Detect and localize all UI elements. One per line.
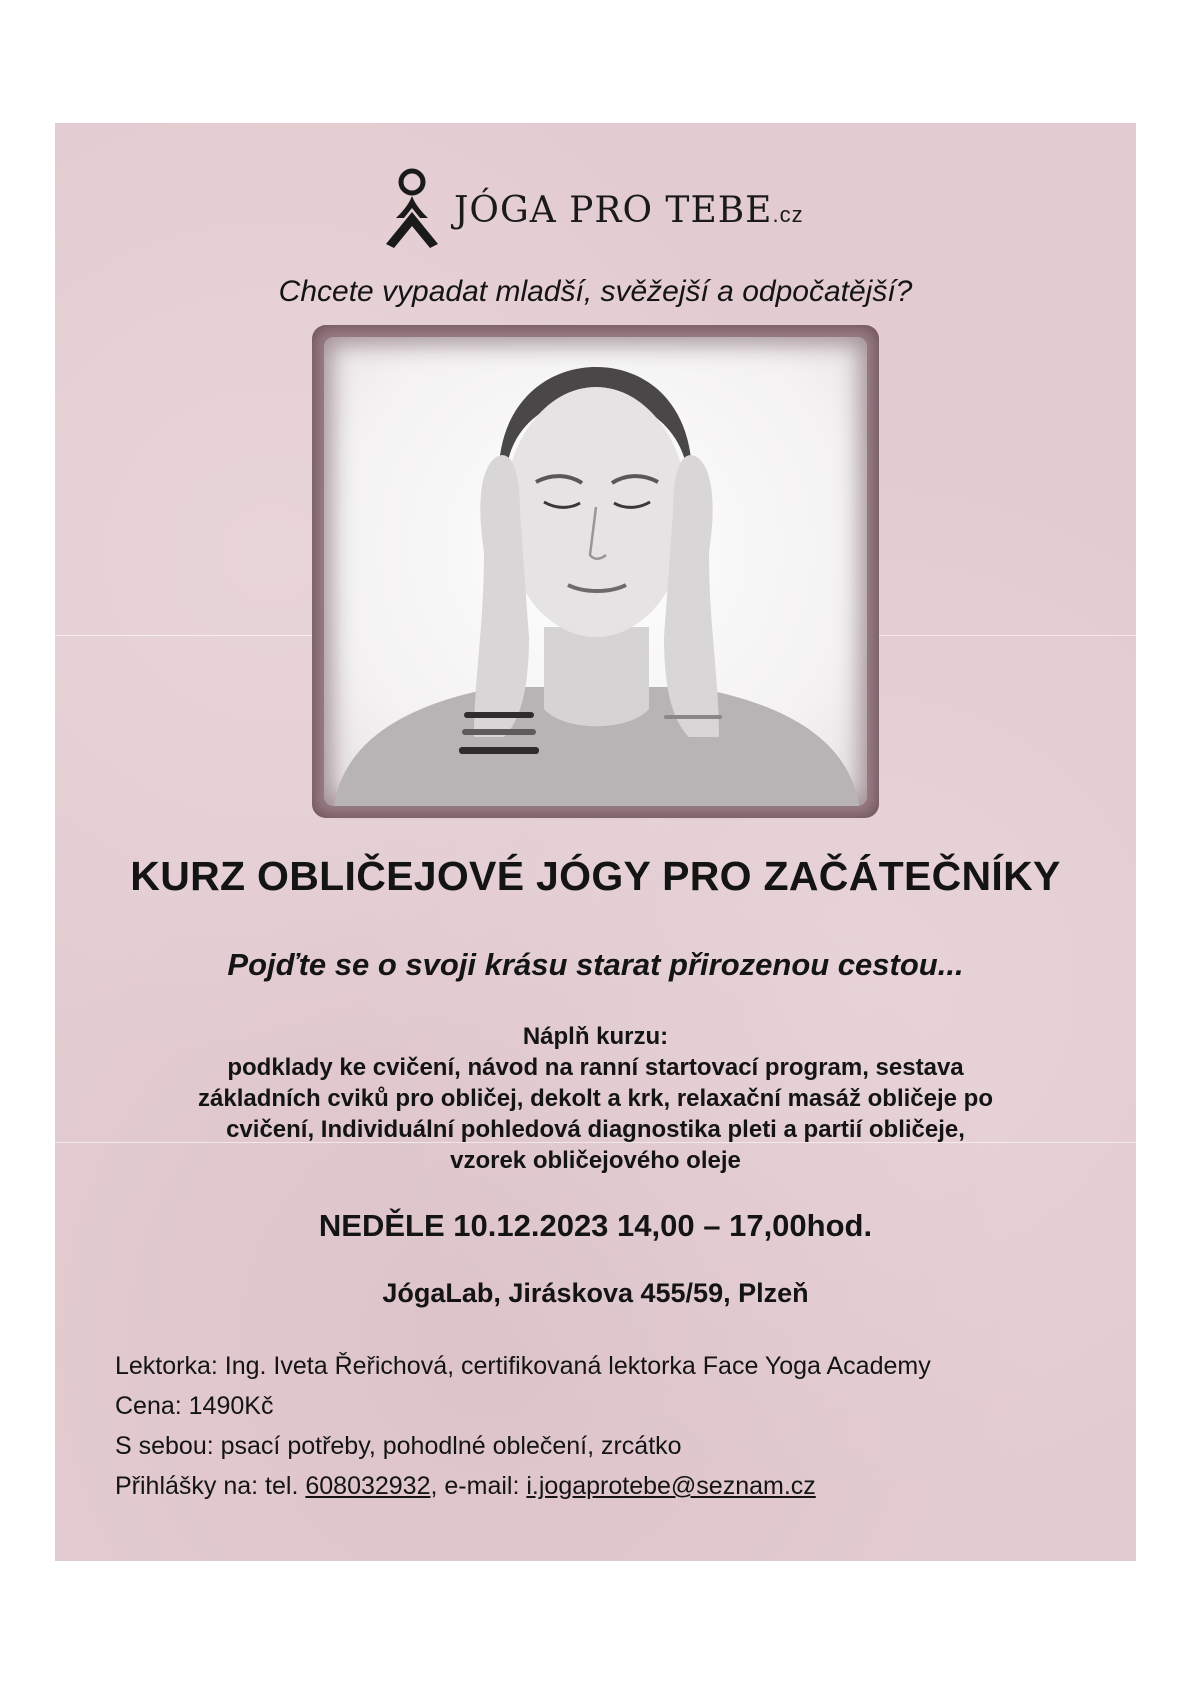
headline: KURZ OBLIČEJOVÉ JÓGY PRO ZAČÁTEČNÍKY bbox=[130, 853, 1061, 899]
poster bbox=[55, 123, 1136, 1561]
lector-line: Lektorka: Ing. Iveta Řeřichová, certifikovaná lektorka Face Yoga Academy bbox=[115, 1352, 931, 1380]
phone-link[interactable]: 608032932 bbox=[305, 1472, 431, 1500]
info-block bbox=[115, 1346, 931, 1506]
content-title: Náplň kurzu: bbox=[522, 1023, 669, 1050]
content-line: podklady ke cvičení, návod na ranní startovací program, sestava bbox=[227, 1054, 964, 1081]
email-link[interactable]: i.jogaprotebe@seznam.cz bbox=[526, 1472, 816, 1500]
photo-frame bbox=[312, 325, 879, 818]
logo-text bbox=[454, 190, 804, 231]
signup-prefix: Přihlášky na: tel. bbox=[115, 1472, 306, 1500]
portrait-photo bbox=[324, 337, 867, 806]
content-line: základních cviků pro obličej, dekolt a krk, relaxační masáž obličeje po bbox=[198, 1085, 993, 1112]
event-date: NEDĚLE 10.12.2023 14,00 – 17,00hod. bbox=[318, 1208, 873, 1243]
event-venue: JógaLab, Jiráskova 455/59, Plzeň bbox=[382, 1278, 809, 1308]
logo-suffix: .cz bbox=[772, 201, 804, 227]
email-prefix: , e-mail: bbox=[430, 1472, 527, 1500]
yoga-figure-icon bbox=[380, 168, 444, 252]
content-line: cvičení, Individuální pohledová diagnostika pleti a partií obličeje, bbox=[226, 1116, 965, 1143]
course-content bbox=[115, 1021, 1076, 1176]
signup-line bbox=[115, 1466, 931, 1506]
content-line: vzorek obličejového oleje bbox=[450, 1147, 741, 1174]
price-line: Cena: 1490Kč bbox=[115, 1392, 274, 1420]
subheadline: Pojďte se o svoji krásu starat přirozenou cestou... bbox=[227, 947, 964, 982]
logo bbox=[380, 168, 804, 252]
bring-line: S sebou: psací potřeby, pohodlné oblečení, zrcátko bbox=[115, 1432, 682, 1460]
logo-name: JÓGA PRO TEBE bbox=[454, 189, 773, 231]
question-text: Chcete vypadat mladší, svěžejší a odpočatější? bbox=[278, 275, 913, 308]
portrait-illustration bbox=[324, 337, 867, 806]
